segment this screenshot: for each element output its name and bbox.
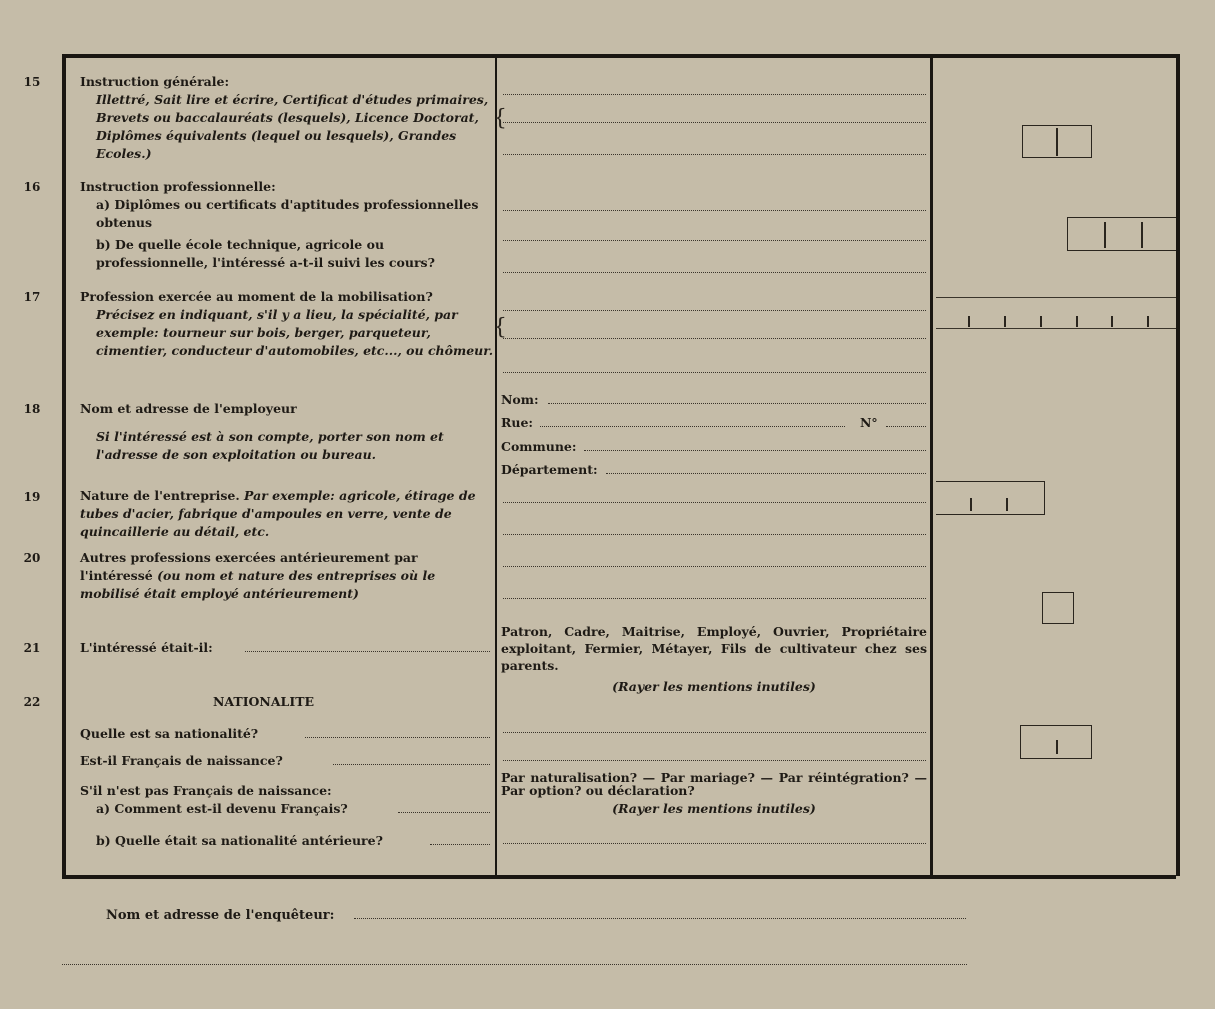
nationalite-q3a-leader [398, 812, 490, 813]
code-tick-17-3 [1040, 316, 1042, 327]
question-17 [80, 288, 494, 360]
question-16-b: b) De quelle école technique, agricole ou professionnelle, l'intéressé a-t-il suivi les cours? [96, 237, 435, 270]
question-18-title: Nom et adresse de l'employeur [80, 401, 297, 416]
question-16-title: Instruction professionnelle: [80, 179, 276, 194]
column-divider-right [930, 58, 933, 875]
question-17-body: Précisez en indiquant, s'il y a lieu, la spécialité, par exemple: tourneur sur bois, berger, parqueteur, cimentier, conducteur d'automobiles, etc..., ou chômeur. [96, 307, 494, 358]
question-19-title: Nature de l'entreprise. [80, 488, 240, 503]
nationalite-q2-leader [333, 764, 490, 765]
code-line-17-top [936, 297, 1176, 298]
question-16 [80, 178, 494, 272]
answer-line-22a[interactable] [503, 732, 926, 733]
enqueteur-field-line-2[interactable] [62, 964, 967, 965]
answer-line-17b[interactable] [503, 338, 926, 339]
code-box-20[interactable] [1042, 592, 1074, 624]
question-19-body: Par exemple: agricole, étirage de tubes d'acier, fabrique d'ampoules en verre, vente de quincaillerie au détail, etc. [80, 488, 476, 539]
answer-line-16c[interactable] [503, 272, 926, 273]
code-box-16-divider-2 [1141, 222, 1143, 248]
question-20 [80, 549, 494, 603]
naturalisation-options[interactable]: Par naturalisation? — Par mariage? — Par réintégration? — Par option? ou déclaration? [501, 770, 927, 798]
code-box-15-divider [1056, 128, 1058, 156]
status-options[interactable]: Patron, Cadre, Maitrise, Employé, Ouvrier, Propriétaire exploitant, Fermier, Métayer, Fils de cultivateur chez ses parents. [501, 624, 927, 673]
brace-15: { [493, 106, 507, 131]
employer-nom-field[interactable] [548, 403, 926, 404]
code-tick-17-2 [1004, 316, 1006, 327]
row-number-19: 19 [23, 490, 41, 504]
employer-numero-field[interactable] [886, 426, 926, 427]
employer-rue-label: Rue: [501, 415, 534, 430]
frame-top-rule [62, 54, 1180, 58]
column-divider-left [495, 58, 497, 875]
question-15 [80, 73, 494, 163]
question-17-title: Profession exercée au moment de la mobilisation? [80, 289, 433, 304]
code-tick-17-6 [1147, 316, 1149, 327]
code-tick-17-4 [1076, 316, 1078, 327]
frame-right-rule [1176, 54, 1180, 876]
row-number-16: 16 [23, 180, 41, 194]
code-line-17-bottom [936, 328, 1176, 329]
question-18-body: Si l'intéressé est à son compte, porter son nom et l'adresse de son exploitation ou bureau. [96, 429, 444, 462]
nationalite-q2: Est-il Français de naissance? [80, 753, 283, 768]
answer-line-16a[interactable] [503, 210, 926, 211]
nationalite-q3a: a) Comment est-il devenu Français? [96, 801, 348, 816]
employer-numero-label: N° [860, 415, 878, 430]
question-21: L'intéressé était-il: [80, 640, 213, 655]
answer-line-20a[interactable] [503, 566, 926, 567]
code-box-16[interactable] [1067, 217, 1176, 251]
code-box-16-divider-1 [1104, 222, 1106, 248]
employer-departement-label: Département: [501, 462, 598, 477]
nationalite-heading: NATIONALITE [212, 694, 315, 709]
code-box-19[interactable] [936, 481, 1045, 515]
row-number-20: 20 [23, 551, 41, 565]
nationalite-q1: Quelle est sa nationalité? [80, 726, 259, 741]
row-number-22: 22 [23, 695, 41, 709]
answer-line-16b[interactable] [503, 240, 926, 241]
nationalite-q3: S'il n'est pas Français de naissance: [80, 783, 332, 798]
employer-commune-label: Commune: [501, 439, 577, 454]
question-15-title: Instruction générale: [80, 74, 230, 89]
question-19 [80, 487, 494, 541]
employer-departement-field[interactable] [606, 473, 926, 474]
row-number-18: 18 [23, 402, 41, 416]
code-tick-17-5 [1111, 316, 1113, 327]
row-number-21: 21 [23, 641, 41, 655]
brace-17: { [493, 315, 507, 340]
question-20-body: (ou nom et nature des entreprises où le mobilisé était employé antérieurement) [80, 568, 436, 601]
nationalite-q1-leader [305, 737, 490, 738]
answer-line-17c[interactable] [503, 372, 926, 373]
frame-bottom-rule [62, 875, 1176, 879]
enqueteur-field-line-1[interactable] [354, 918, 966, 919]
row-number-17: 17 [23, 290, 41, 304]
question-15-body: Illettré, Sait lire et écrire, Certificat d'études primaires, Brevets ou baccalauréats (lesquels), Licence Doctorat, Diplômes équivalents (lequel ou lesquels), Grandes Ecoles.) [96, 92, 489, 161]
answer-line-19a[interactable] [503, 502, 926, 503]
employer-commune-field[interactable] [584, 450, 926, 451]
employer-nom-label: Nom: [501, 392, 539, 407]
answer-line-20b[interactable] [503, 598, 926, 599]
question-21-leader [245, 651, 490, 652]
code-box-22-divider [1056, 740, 1058, 754]
status-rayer-note: (Rayer les mentions inutiles) [612, 679, 816, 694]
nationalite-q3b: b) Quelle était sa nationalité antérieure? [96, 833, 383, 848]
answer-line-15a[interactable] [503, 94, 926, 95]
employer-rue-field[interactable] [540, 426, 845, 427]
answer-line-19b[interactable] [503, 534, 926, 535]
answer-line-17a[interactable] [503, 310, 926, 311]
row-number-15: 15 [23, 75, 41, 89]
question-18 [80, 400, 494, 464]
answer-line-15c[interactable] [503, 154, 926, 155]
nationalite-q3b-leader [430, 844, 490, 845]
answer-line-15b[interactable] [503, 122, 926, 123]
code-tick-19-2 [1006, 498, 1008, 511]
enqueteur-label: Nom et adresse de l'enquêteur: [106, 908, 335, 923]
frame-left-rule [62, 54, 66, 876]
code-tick-17-1 [968, 316, 970, 327]
code-tick-19-1 [970, 498, 972, 511]
answer-line-22b[interactable] [503, 760, 926, 761]
question-16-a: a) Diplômes ou certificats d'aptitudes professionnelles obtenus [96, 197, 479, 230]
naturalisation-rayer-note: (Rayer les mentions inutiles) [612, 801, 816, 816]
question-20-title: Autres professions exercées antérieurement par l'intéressé [80, 550, 418, 583]
answer-line-22c[interactable] [503, 843, 926, 844]
